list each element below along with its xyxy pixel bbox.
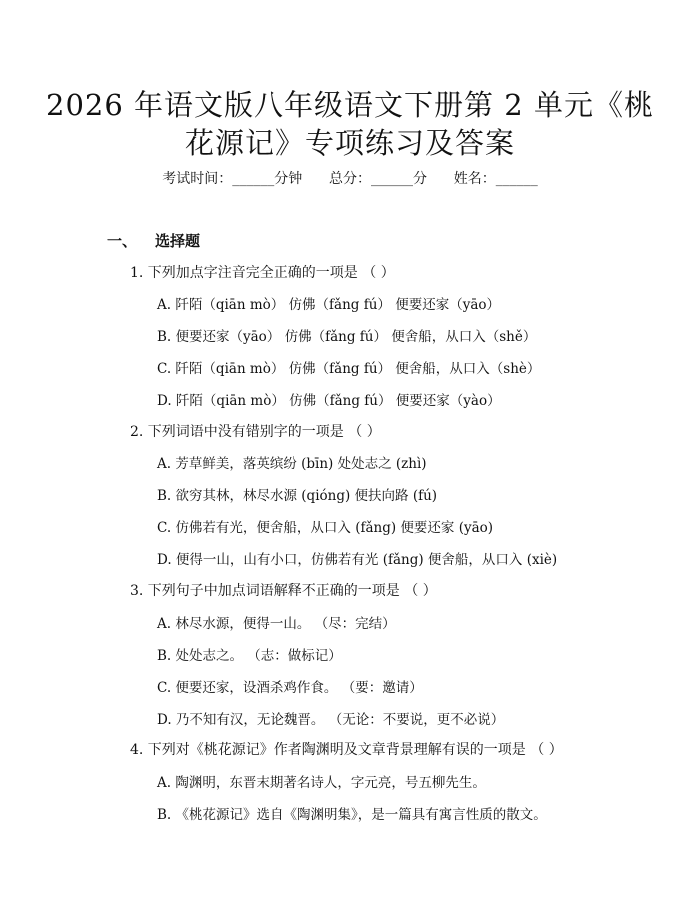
section-heading	[107, 230, 200, 251]
answer-option: C. 阡陌（qiān mò） 仿佛（fǎng fú） 便舍船，从口入（shè）	[157, 361, 541, 377]
answer-option: C. 仿佛若有光，便舍船，从口入 (fǎng) 便要还家 (yāo)	[157, 520, 494, 536]
section-number: 一、	[107, 232, 138, 250]
question-stem: 1. 下列加点字注音完全正确的一项是 （ ）	[130, 265, 395, 281]
answer-option: D. 阡陌（qiān mò） 仿佛（fǎng fú） 便要还家（yào）	[157, 393, 501, 409]
answer-option: A. 林尽水源，便得一山。 （尽：完结）	[157, 616, 396, 632]
section-label: 选择题	[155, 232, 201, 250]
answer-option: B. 欲穷其林，林尽水源 (qióng) 便扶向路 (fú)	[157, 488, 438, 504]
answer-option: C. 便要还家，设酒杀鸡作食。 （要：邀请）	[157, 680, 423, 696]
question-stem: 3. 下列句子中加点词语解释不正确的一项是 （ ）	[130, 583, 437, 599]
answer-option: A. 阡陌（qiān mò） 仿佛（fǎng fú） 便要还家（yāo）	[157, 297, 501, 313]
answer-option: A. 陶渊明，东晋末期著名诗人，字元亮，号五柳先生。	[157, 775, 486, 791]
answer-option: D. 便得一山，山有小口，仿佛若有光 (fǎng) 便舍船，从口入 (xiè)	[157, 552, 558, 568]
document-title-line-2: 花源记》专项练习及答案	[184, 126, 515, 160]
question-stem: 2. 下列词语中没有错别字的一项是 （ ）	[130, 424, 381, 440]
answer-option: A. 芳草鲜美，落英缤纷 (bīn) 处处志之 (zhì)	[157, 456, 427, 472]
document-title-line-1: 2026 年语文版八年级语文下册第 2 单元《桃	[46, 88, 654, 122]
question-stem: 4. 下列对《桃花源记》作者陶渊明及文章背景理解有误的一项是 （ ）	[130, 742, 563, 758]
answer-option: B. 便要还家（yāo） 仿佛（fǎng fú） 便舍船，从口入（shě）	[157, 329, 537, 345]
answer-option: B. 《桃花源记》选自《陶渊明集》，是一篇具有寓言性质的散文。	[157, 807, 547, 823]
answer-option: B. 处处志之。 （志：做标记）	[157, 648, 342, 664]
answer-option: D. 乃不知有汉，无论魏晋。 （无论：不要说，更不必说）	[157, 712, 505, 728]
exam-meta-info: 考试时间：______分钟 总分：______分 姓名：______	[162, 171, 538, 187]
